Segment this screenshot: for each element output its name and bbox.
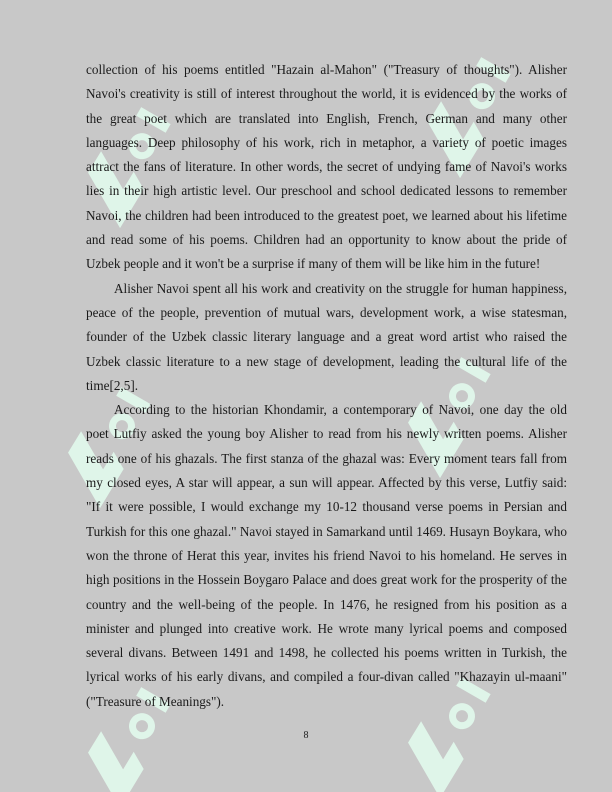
body-text — [86, 58, 567, 714]
paragraph: According to the historian Khondamir, a contemporary of Navoi, one day the old poet Lutfiy asked the young boy Alisher to read from his newly written poems. Alisher reads one of his ghazals. The first stanza of the ghazal was: Every moment tears fall from my closed eyes, A star will appear, a sun will appear. Affected by this verse, Lutfiy said: "If it were possible, I would exchange my 10-12 thousand verse poems in Persian and Turkish for this one ghazal." Navoi stayed in Samarkand until 1469. Husayn Boykara, who won the throne of Herat this year, invites his friend Navoi to his homeland. He serves in high positions in the Hossein Boygaro Palace and does great work for the prosperity of the country and the well-being of the people. In 1476, he resigned from his position as a minister and plunged into creative work. He wrote many lyrical poems and composed several divans. Between 1491 and 1498, he collected his poems written in Turkish, the lyrical works of his early divans, and compiled a four-divan called "Khazayin ul-maani" ("Treasure of Meanings"). — [86, 402, 567, 709]
paragraph: collection of his poems entitled "Hazain al-Mahon" ("Treasury of thoughts"). Alisher Navoi's creativity is still of interest throughout the world, it is evidenced by the works of the great poet which are translated into English, French, German and many other languages. Deep philosophy of his work, rich in metaphor, a variety of poetic images attract the fans of literature. In other words, the secret of undying fame of Navoi's works lies in their high artistic level. Our preschool and school dedicated lessons to remember Navoi, the children had been introduced to the greatest poet, we learned about his lifetime and read some of his poems. Children had an opportunity to know about the pride of Uzbek people and it won't be a surprise if many of them will be like him in the future! — [86, 62, 567, 272]
page-number: 8 — [303, 730, 309, 741]
paragraph: Alisher Navoi spent all his work and creativity on the struggle for human happiness, peace of the people, prevention of mutual wars, development work, a wise statesman, founder of the Uzbek classic literary language and a great word artist who raised the Uzbek classic literature to a new stage of development, leading the cultural life of the time[2,5]. — [86, 280, 567, 393]
